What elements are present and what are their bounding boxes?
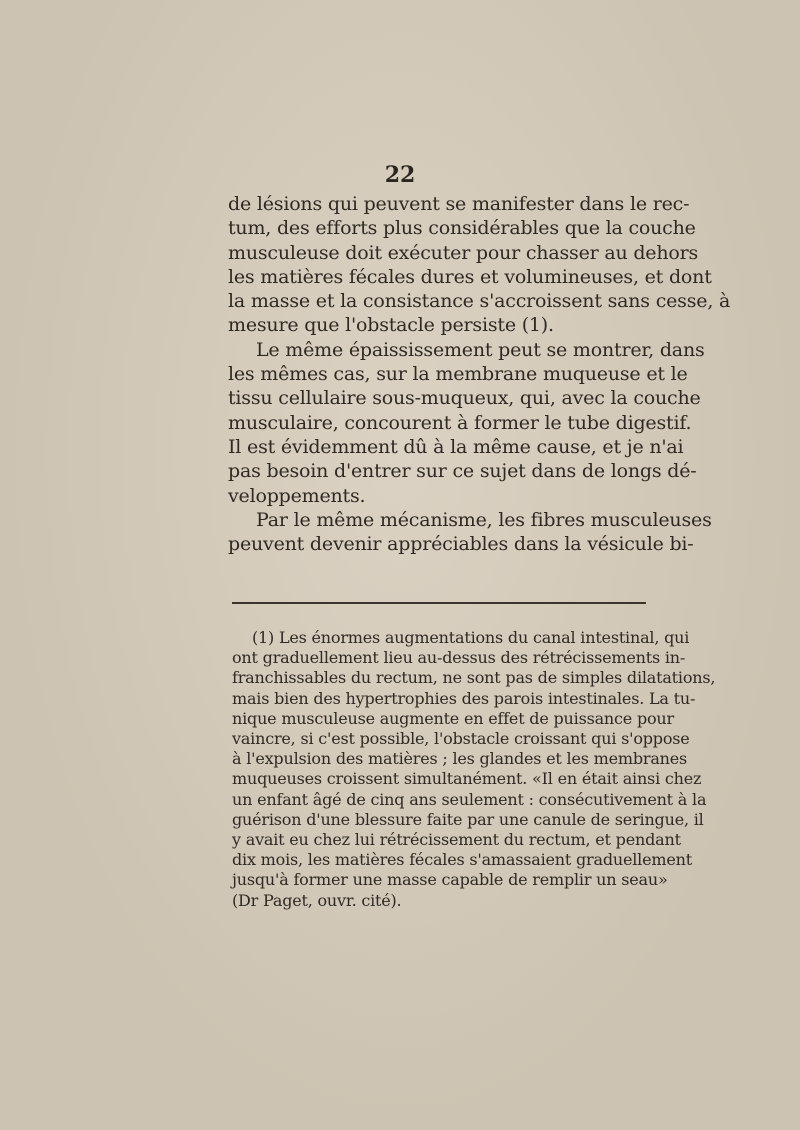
body-line: musculaire, concourent à former le tube digestif. xyxy=(228,411,692,434)
body-line: Par le même mécanisme, les fibres musculeuses xyxy=(256,508,712,531)
footnote-line: y avait eu chez lui rétrécissement du rectum, et pendant xyxy=(232,830,681,850)
body-text xyxy=(228,192,731,556)
footnote-line: franchissables du rectum, ne sont pas de simples dilatations, xyxy=(232,668,716,688)
body-line: les matières fécales dures et volumineuses, et dont xyxy=(228,265,712,288)
body-line: tum, des efforts plus considérables que la couche xyxy=(228,217,696,240)
footnote-line: vaincre, si c'est possible, l'obstacle croissant qui s'oppose xyxy=(232,729,690,749)
footnote-line: guérison d'une blessure faite par une canule de seringue, il xyxy=(232,809,704,829)
body-line: pas besoin d'entrer sur ce sujet dans de longs dé- xyxy=(228,460,697,483)
footnote-line: (1) Les énormes augmentations du canal intestinal, qui xyxy=(252,628,690,647)
body-line: tissu cellulaire sous-muqueux, qui, avec la couche xyxy=(228,387,701,410)
footnote-line: ont graduellement lieu au-dessus des rétrécissements in- xyxy=(232,648,686,668)
body-line: peuvent devenir appréciables dans la vésicule bi- xyxy=(228,533,694,556)
footnote-line: un enfant âgé de cinq ans seulement : consécutivement à la xyxy=(232,789,707,809)
footnote xyxy=(232,628,716,911)
body-line: les mêmes cas, sur la membrane muqueuse et le xyxy=(228,363,688,386)
footnote-line: dix mois, les matières fécales s'amassaient graduellement xyxy=(232,850,692,870)
footnote-line: muqueuses croissent simultanément. «Il en était ainsi chez xyxy=(232,769,702,789)
body-line: musculeuse doit exécuter pour chasser au dehors xyxy=(228,241,699,264)
footnote-line: jusqu'à former une masse capable de remplir un seau» xyxy=(232,870,668,890)
footnote-line: nique musculeuse augmente en effet de puissance pour xyxy=(232,708,674,728)
body-line: veloppements. xyxy=(228,484,366,507)
page-number: 22 xyxy=(384,162,416,188)
body-line: de lésions qui peuvent se manifester dans le rec- xyxy=(228,193,690,215)
body-line: Le même épaississement peut se montrer, dans xyxy=(256,338,705,361)
body-line: la masse et la consistance s'accroissent sans cesse, à xyxy=(228,290,731,313)
footnote-line: mais bien des hypertrophies des parois intestinales. La tu- xyxy=(232,688,696,708)
body-line: mesure que l'obstacle persiste (1). xyxy=(228,314,554,337)
footnote-line: à l'expulsion des matières ; les glandes et les membranes xyxy=(232,749,688,769)
body-line: Il est évidemment dû à la même cause, et je n'ai xyxy=(228,435,684,458)
footnote-separator xyxy=(232,602,646,604)
footnote-line: (Dr Paget, ouvr. cité). xyxy=(232,890,402,910)
